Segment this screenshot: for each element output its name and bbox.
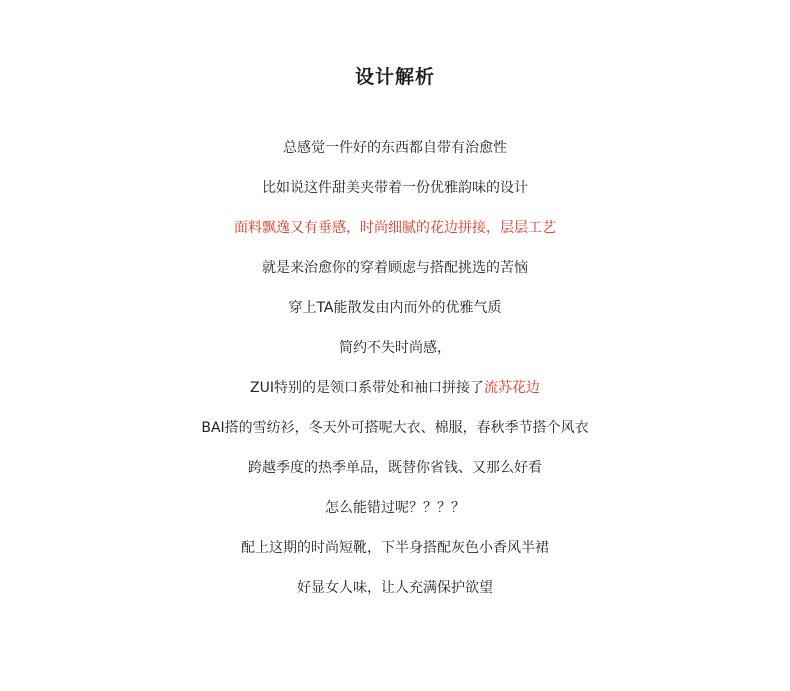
description-line-5: 穿上TA能散发由内而外的优雅气质 bbox=[288, 300, 502, 316]
section-title: 设计解析 bbox=[354, 66, 435, 88]
description-line-3-highlighted: 面料飘逸又有垂感，时尚细腻的花边拼接，层层工艺 bbox=[234, 220, 556, 236]
description-line-12: 好显女人味，让人充满保护欲望 bbox=[297, 580, 493, 596]
description-line-9: 跨越季度的热季单品，既替你省钱、又那么好看 bbox=[248, 460, 542, 476]
description-line-2: 比如说这件甜美夹带着一份优雅韵味的设计 bbox=[262, 180, 528, 196]
description-line-8: BAI搭的雪纺衫，冬天外可搭呢大衣、棉服，春秋季节搭个风衣 bbox=[201, 420, 589, 436]
description-line-4: 就是来治愈你的穿着顾虑与搭配挑选的苦恼 bbox=[262, 260, 528, 276]
description-line-1: 总感觉一件好的东西都自带有治愈性 bbox=[283, 140, 507, 156]
description-lines bbox=[0, 138, 790, 618]
description-line-7 bbox=[0, 378, 790, 418]
description-line-10: 怎么能错过呢？？？？ bbox=[325, 500, 465, 516]
description-line-7-highlight: 流苏花边 bbox=[483, 380, 540, 396]
description-line-6: 简约不失时尚感， bbox=[339, 340, 451, 356]
description-line-11: 配上这期的时尚短靴，下半身搭配灰色小香风半裙 bbox=[241, 540, 549, 556]
description-line-7-text: ZUI特别的是领口系带处和袖口拼接了 bbox=[250, 380, 484, 396]
